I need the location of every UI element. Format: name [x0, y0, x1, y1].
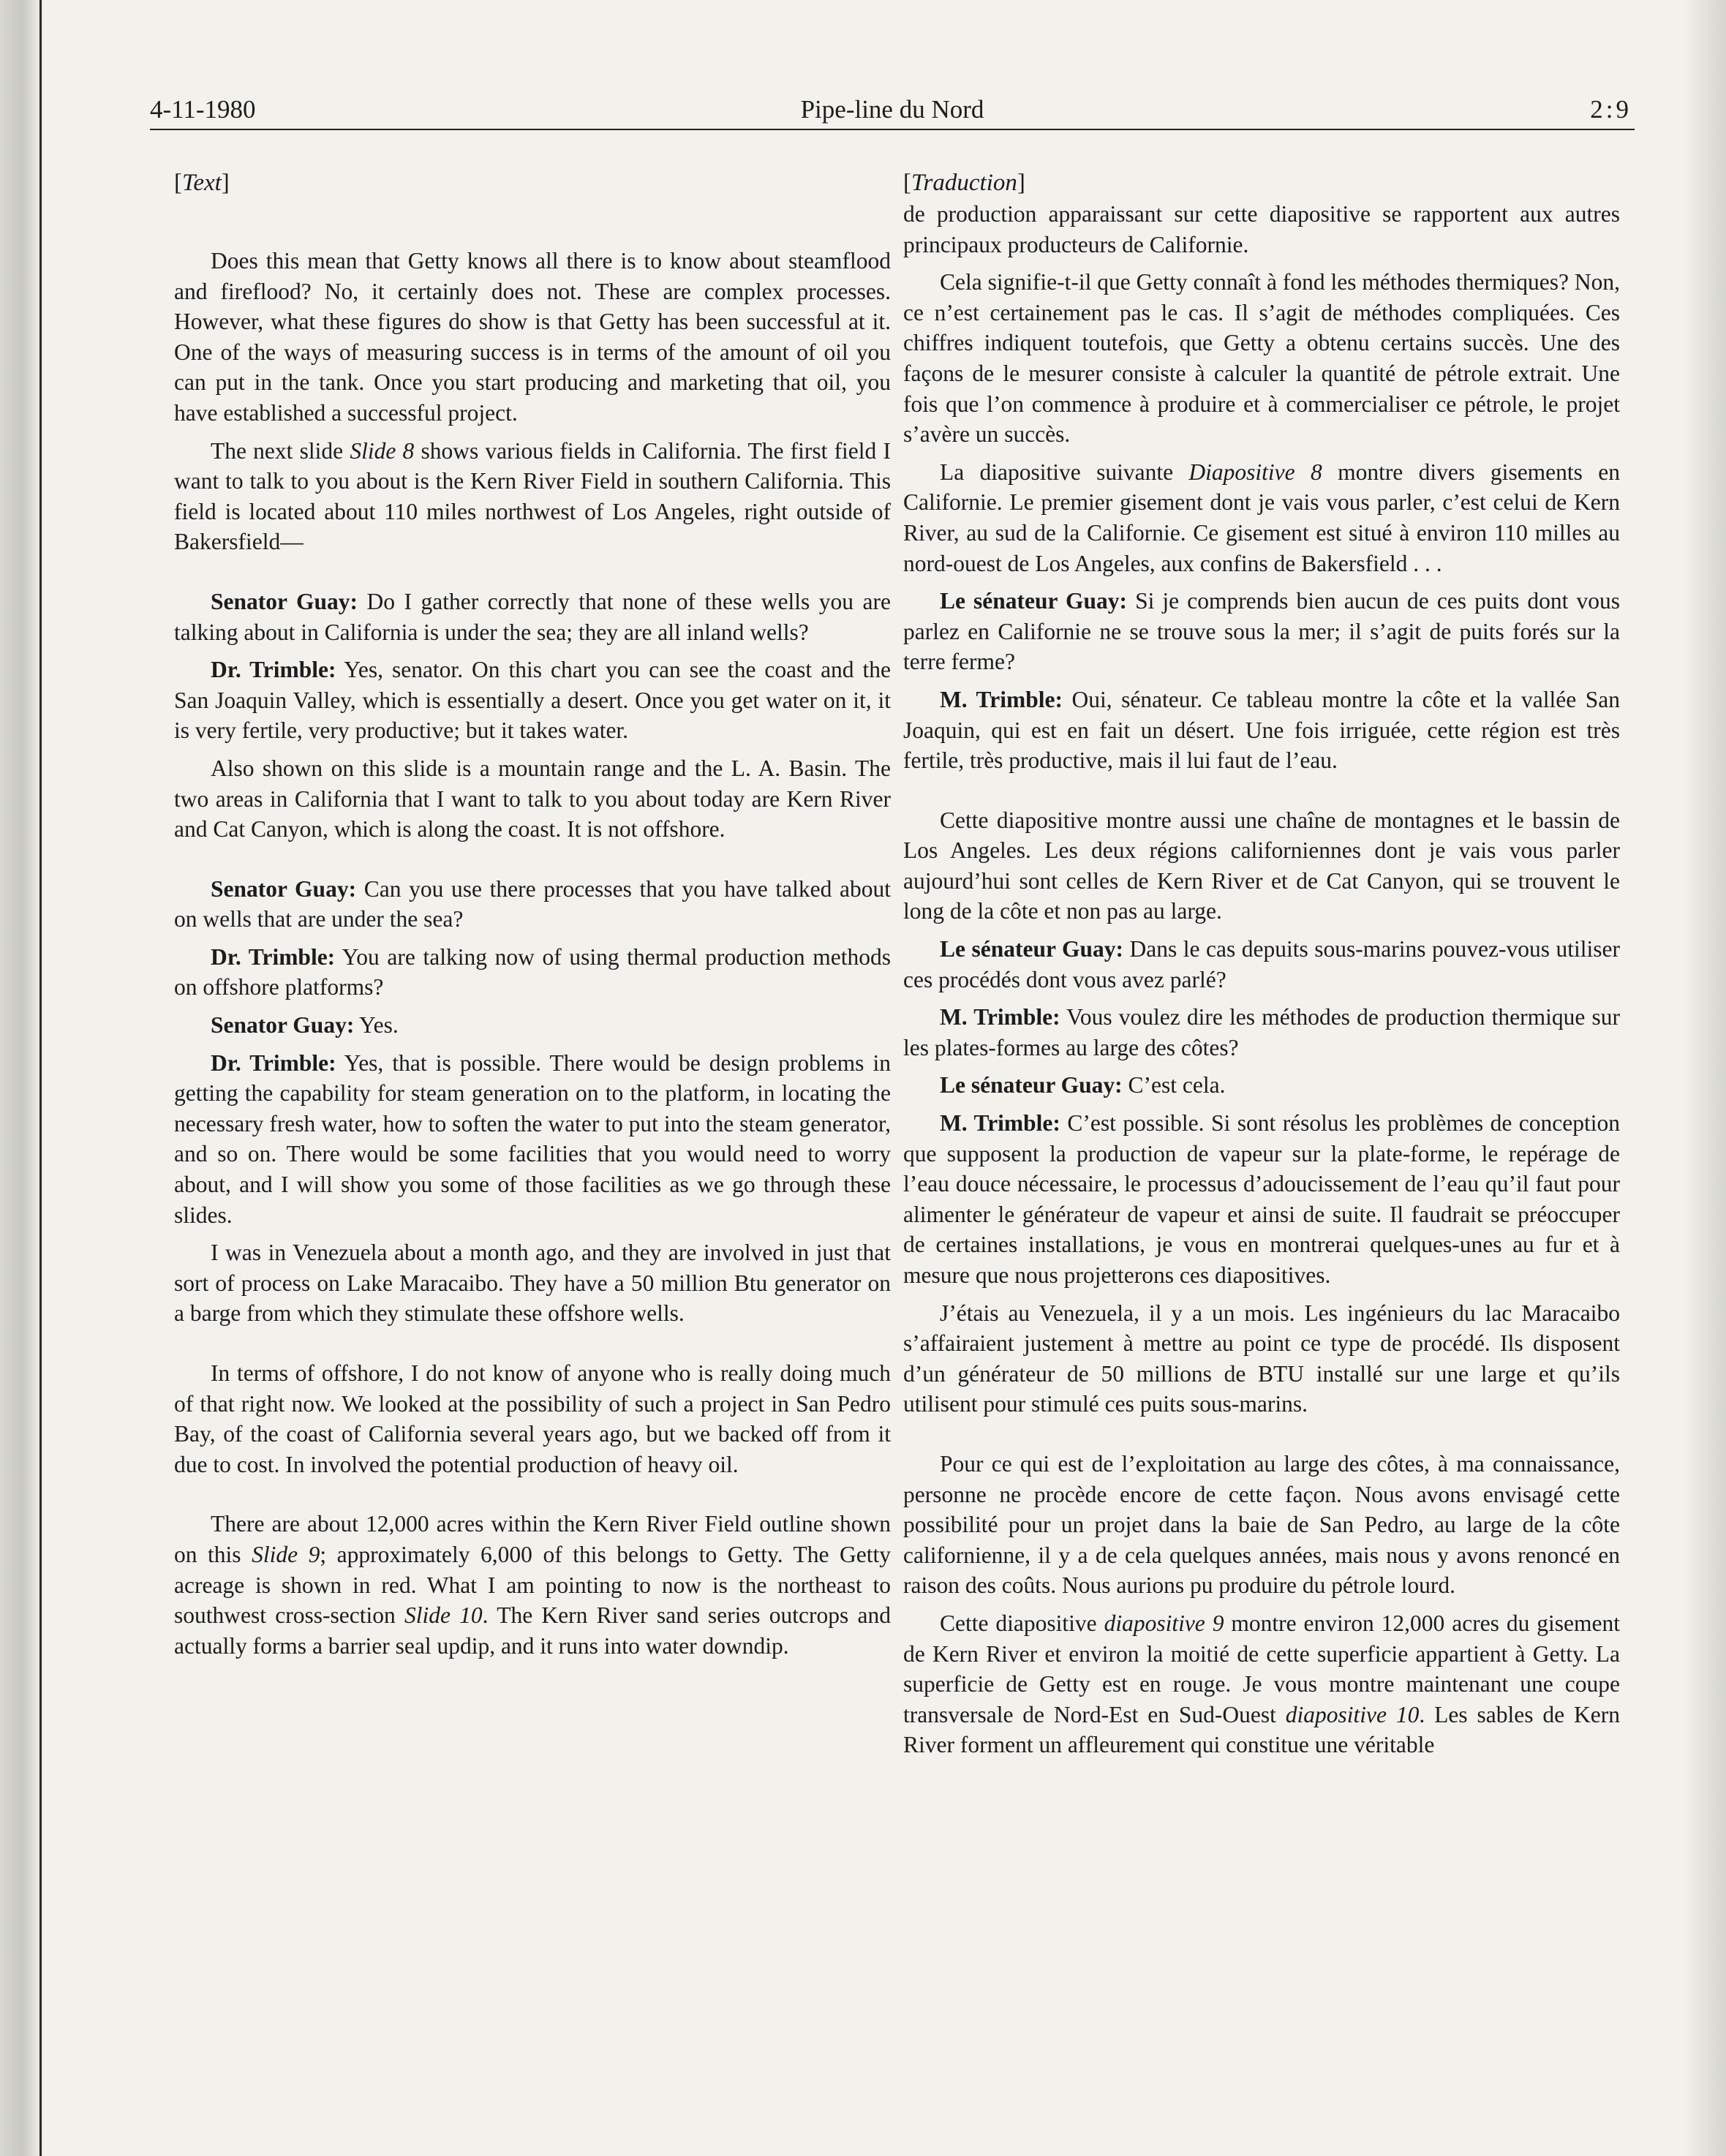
- text-run: There are about 12,000 acres within the Kern River Field outline shown on this: [174, 1511, 891, 1567]
- text-run: Si je comprends bien aucun de ces puits dont vous parlez en Californie ne se trouve sous la mer; il s’agit de puits forés sur la terre ferme?: [903, 588, 1620, 675]
- paragraph: Cette diapositive montre aussi une chaîne de montagnes et le bassin de Los Angeles. Les deux régions californiennes dont je vais vous parler aujourd’hui sont celles de Kern River et de Cat Canyon, qui se trouvent le long de la côte et non pas au large.: [903, 807, 1620, 924]
- binding-line: [39, 0, 42, 2156]
- speaker-label: Le sénateur Guay:: [940, 588, 1128, 614]
- speaker-label: Senator Guay:: [211, 588, 358, 614]
- slide-reference: Diapositive 8: [1188, 459, 1322, 485]
- text-run: C’est cela.: [1122, 1072, 1226, 1098]
- paragraph: Also shown on this slide is a mountain range and the L. A. Basin. The two areas in California that I want to talk to you about today are Kern River and Cat Canyon, which is along the coast. It is not offshore.: [174, 755, 891, 843]
- slide-reference: diapositive 9: [1104, 1610, 1224, 1636]
- column-tag-label: Traduction: [911, 170, 1017, 196]
- header-rule: [150, 129, 1635, 130]
- paragraph: de production apparaissant sur cette diapositive se rapportent aux autres principaux producteurs de Californie.: [903, 201, 1620, 257]
- paragraph: Does this mean that Getty knows all there is to know about steamflood and fireflood? No, it certainly does not. These are complex processes. However, what these figures do show is that Getty has been successful at it. One of the ways of measuring success is in terms of the amount of oil you can put in the tank. Once you start producing and marketing that oil, you have established a successful project.: [174, 248, 891, 426]
- speaker-label: Le sénateur Guay:: [940, 1072, 1123, 1098]
- header-page-number: 2:9: [1590, 95, 1632, 124]
- english-column: [174, 167, 891, 1668]
- header-title: Pipe-line du Nord: [800, 95, 984, 124]
- speaker-label: Dr. Trimble:: [211, 1049, 336, 1076]
- text-run: C’est possible. Si sont résolus les problèmes de conception que supposent la production de vapeur sur la plate-forme, le repérage de l’eau douce nécessaire, le processus d’adoucissement de l’eau qu’il faut pour alimenter le générateur de vapeur et ainsi de suite. Il faudrait se préoccuper de certaines installations, je vous en montrerai quelques-unes au fur et à mesure que nous projetterons ces diapositives.: [903, 1110, 1620, 1288]
- slide-reference: Slide 9: [252, 1541, 320, 1567]
- text-run: montre environ 12,000 acres du gisement de Kern River et environ la moitié de cette superficie appartient à Getty. La superficie de Getty est en rouge. Je vous montre maintenant une coupe transversale de Nord-Est en Sud-Ouest: [903, 1610, 1620, 1727]
- speaker-label: M. Trimble:: [940, 1110, 1060, 1137]
- text-run: . Les sables de Kern River forment un affleurement qui constitue une véritable: [903, 1701, 1620, 1758]
- paragraph: [174, 587, 891, 647]
- french-column: [903, 167, 1620, 1768]
- paragraph: [903, 934, 1620, 995]
- page-header: [150, 94, 1635, 130]
- paragraph: [174, 1048, 891, 1231]
- text-run: Yes, senator. On this chart you can see the coast and the San Joaquin Valley, which is essentially a desert. Once you get water on it, it is very fertile, very productive; but it takes water.: [174, 657, 891, 744]
- paragraph: Cela signifie-t-il que Getty connaît à fond les méthodes thermiques? Non, ce n’est certainement pas le cas. Il s’agit de méthodes compliquées. Ces chiffres indiquent toutefois, que Getty a obtenu certains succès. Une des façons de le mesurer consiste à calculer la quantité de pétrole extrait. Une fois que l’on commence à produire et à commercialiser ce pétrole, le projet s’avère un succès.: [903, 269, 1620, 448]
- paragraph: [903, 457, 1620, 578]
- paragraph: [903, 1608, 1620, 1760]
- page-right-edge: [1685, 0, 1726, 2156]
- text-run: Oui, sénateur. Ce tableau montre la côte et la vallée San Joaquin, qui est en fait un désert. Une fois irriguée, cette région est très fertile, très productive, mais il lui faut de l’eau.: [903, 686, 1620, 774]
- column-tag-label: Text: [182, 170, 222, 196]
- paragraph: [174, 1010, 891, 1041]
- slide-reference: Slide 8: [350, 437, 415, 464]
- text-run: . The Kern River sand series outcrops and actually forms a barrier seal updip, and it runs into water downdip.: [174, 1602, 891, 1659]
- text-run: Can you use there processes that you have talked about on wells that are under the sea?: [174, 875, 891, 932]
- column-tag: [Traduction]: [903, 170, 1025, 196]
- paragraph: J’étais au Venezuela, il y a un mois. Les ingénieurs du lac Maracaibo s’affairaient justement à mettre au point ce type de procédé. Ils disposent d’un générateur de 50 millions de BTU installé sur une large et qu’ils utilisent pour stimulé ces puits sous-marins.: [903, 1300, 1620, 1417]
- speaker-label: Dr. Trimble:: [211, 657, 336, 683]
- paragraph: [174, 874, 891, 935]
- paragraph: [903, 685, 1620, 776]
- column-tag: [Text]: [174, 170, 230, 196]
- speaker-label: Senator Guay:: [211, 1012, 355, 1039]
- speaker-label: Senator Guay:: [211, 875, 357, 902]
- text-run: The next slide: [211, 437, 350, 464]
- paragraph: I was in Venezuela about a month ago, and they are involved in just that sort of process on Lake Maracaibo. They have a 50 million Btu generator on a barge from which they stimulate these offshore wells.: [174, 1240, 891, 1327]
- text-run: Do I gather correctly that none of these wells you are talking about in California is under the sea; they are all inland wells?: [174, 588, 891, 645]
- header-date: 4-11-1980: [150, 95, 256, 124]
- slide-reference: diapositive 10: [1285, 1701, 1420, 1727]
- paragraph: [903, 1070, 1620, 1101]
- paragraph: [174, 1509, 891, 1661]
- page-binding-edge: [0, 0, 45, 2156]
- paragraph: [174, 942, 891, 1003]
- paragraph: [174, 655, 891, 746]
- speaker-label: Le sénateur Guay:: [940, 936, 1123, 962]
- text-run: shows various fields in California. The first field I want to talk to you about is the Kern River Field in southern California. This field is located about 110 miles northwest of Los Angeles, right outside of Bakersfield—: [174, 437, 891, 555]
- text-run: montre divers gisements en Californie. Le premier gisement dont je vais vous parler, c’est celui de Kern River, au sud de la Californie. Ce gisement est situé à environ 110 milles au nord-ouest de Los Angeles, aux confins de Bakersfield . . .: [903, 459, 1620, 576]
- speaker-label: Dr. Trimble:: [211, 943, 336, 970]
- text-run: You are talking now of using thermal production methods on offshore platforms?: [174, 943, 892, 1000]
- text-run: Dans le cas depuits sous-marins pouvez-vous utiliser ces procédés dont vous avez parlé?: [903, 936, 1620, 992]
- text-run: ; approximately 6,000 of this belongs to Getty. The Getty acreage is shown in red. What I am pointing to now is the northeast to southwest cross-section: [174, 1541, 892, 1629]
- text-run: La diapositive suivante: [940, 459, 1189, 485]
- slide-reference: Slide 10: [404, 1602, 483, 1629]
- text-run: Yes.: [354, 1012, 399, 1039]
- speaker-label: M. Trimble:: [940, 1004, 1060, 1030]
- text-run: Cette diapositive: [940, 1610, 1104, 1636]
- paragraph: [903, 1108, 1620, 1291]
- paragraph: [903, 1002, 1620, 1063]
- speaker-label: M. Trimble:: [940, 686, 1063, 712]
- paragraph: In terms of offshore, I do not know of anyone who is really doing much of that right now. We looked at the possibility of such a project in San Pedro Bay, of the coast of California several years ago, but we backed off from it due to cost. In involved the potential production of heavy oil.: [174, 1360, 891, 1477]
- text-run: Vous voulez dire les méthodes de production thermique sur les plates-formes au large des côtes?: [903, 1004, 1620, 1060]
- paragraph: [174, 436, 891, 557]
- paragraph: Pour ce qui est de l’exploitation au large des côtes, à ma connaissance, personne ne procède encore de cette façon. Nous avons envisagé cette possibilité pour un projet dans la baie de San Pedro, au large de la côte californienne, il y a de cela quelques années, mais nous y avons renoncé en raison des coûts. Nous aurions pu produire du pétrole lourd.: [903, 1450, 1620, 1599]
- paragraph: [903, 586, 1620, 677]
- text-run: Yes, that is possible. There would be design problems in getting the capability for steam generation on to the platform, in locating the necessary fresh water, how to soften the water to put into the steam generator, and so on. There would be some facilities that you would need to worry about, and I will show you some of those facilities as we go through these slides.: [174, 1049, 892, 1228]
